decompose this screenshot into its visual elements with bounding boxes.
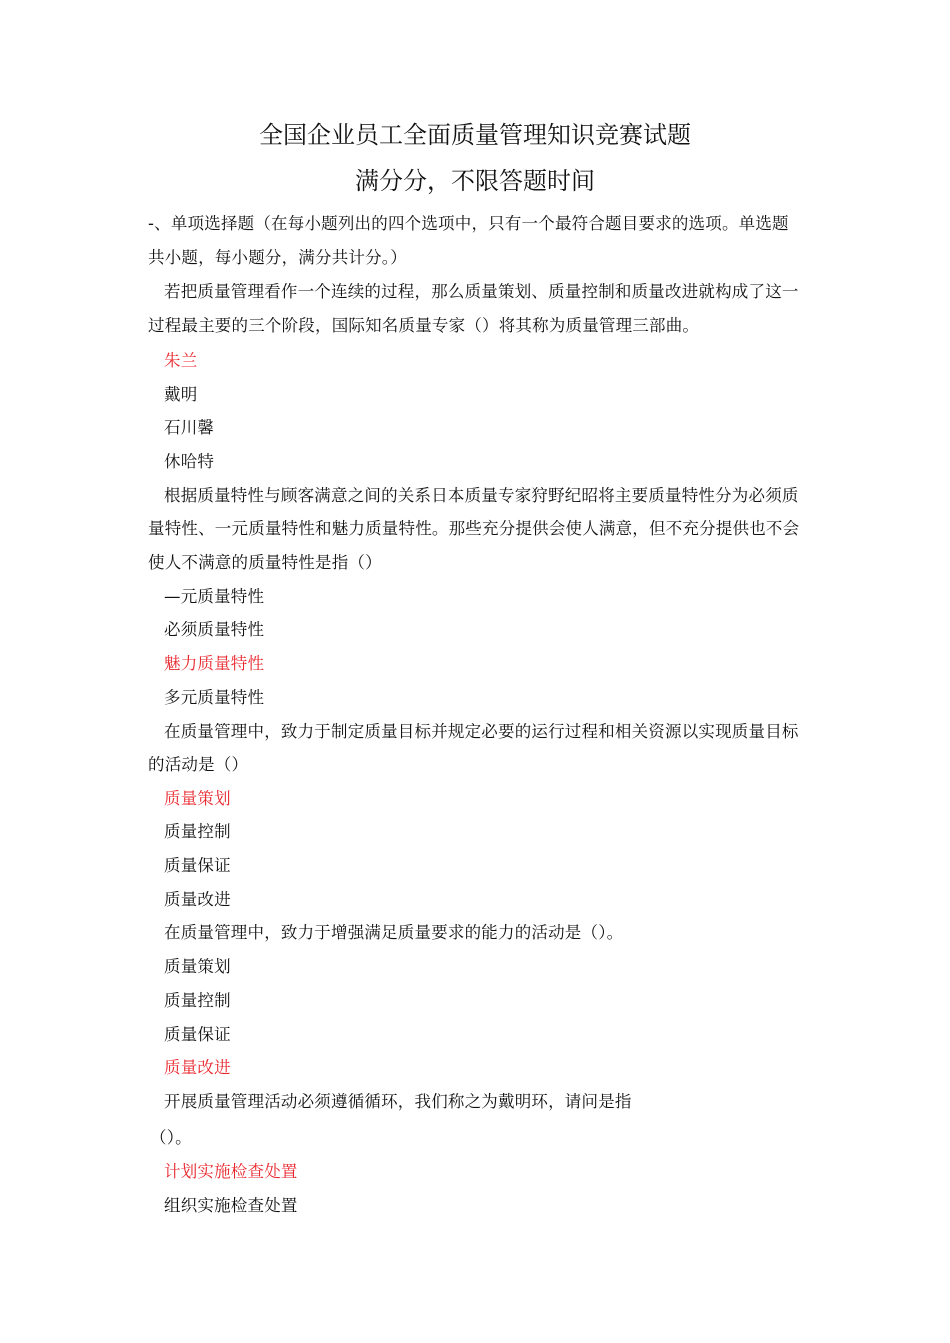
question-1-option-c: 石川馨 [164,418,215,437]
question-3-option-b: 质量控制 [164,822,231,841]
question-5-stem-line-2: （）。 [150,1128,192,1147]
question-4-option-c: 质量保证 [164,1025,231,1044]
question-3-option-c: 质量保证 [164,856,231,875]
question-2-option-d: 多元质量特性 [164,688,265,707]
question-1-stem-line-1: 若把质量管理看作一个连续的过程，那么质量策划、质量控制和质量改进就构成了这一 [164,282,799,301]
question-4-option-d: 质量改进 [164,1058,231,1077]
section-heading-line-1: -、单项选择题（在每小题列出的四个选项中，只有一个最符合题目要求的选项。单选题 [148,214,789,233]
question-5-stem-line-1: 开展质量管理活动必须遵循循环，我们称之为戴明环，请问是指 [164,1092,632,1111]
question-4-stem-line-1: 在质量管理中，致力于增强满足质量要求的能力的活动是（）。 [164,923,624,942]
question-1-option-d: 休哈特 [164,452,215,471]
page-title: 全国企业员工全面质量管理知识竞赛试题 [259,121,691,149]
question-1-stem-line-2: 过程最主要的三个阶段，国际知名质量专家（）将其称为质量管理三部曲。 [148,316,700,335]
question-5-option-b: 组织实施检查处置 [164,1196,298,1215]
question-2-stem-line-1: 根据质量特性与顾客满意之间的关系日本质量专家狩野纪昭将主要质量特性分为必须质 [164,486,799,505]
question-1-option-b: 戴明 [164,385,198,404]
question-2-stem-line-2: 量特性、一元质量特性和魅力质量特性。那些充分提供会使人满意，但不充分提供也不会 [148,519,800,538]
question-3-stem-line-1: 在质量管理中，致力于制定质量目标并规定必要的运行过程和相关资源以实现质量目标 [164,722,799,741]
question-5-option-a: 计划实施检查处置 [164,1162,298,1181]
question-2-option-b: 必须质量特性 [164,620,265,639]
question-2-stem-line-3: 使人不满意的质量特性是指（） [148,553,382,572]
question-3-option-a: 质量策划 [164,789,231,808]
question-2-option-a: —元质量特性 [164,587,265,606]
section-heading-line-2: 共小题，每小题分，满分共计分。） [148,248,407,267]
question-4-option-a: 质量策划 [164,957,231,976]
question-3-option-d: 质量改进 [164,890,231,909]
question-1-option-a: 朱兰 [164,351,198,370]
page-subtitle: 满分分，不限答题时间 [355,167,595,195]
question-3-stem-line-2: 的活动是（） [148,755,249,774]
question-4-option-b: 质量控制 [164,991,231,1010]
question-2-option-c: 魅力质量特性 [164,654,265,673]
